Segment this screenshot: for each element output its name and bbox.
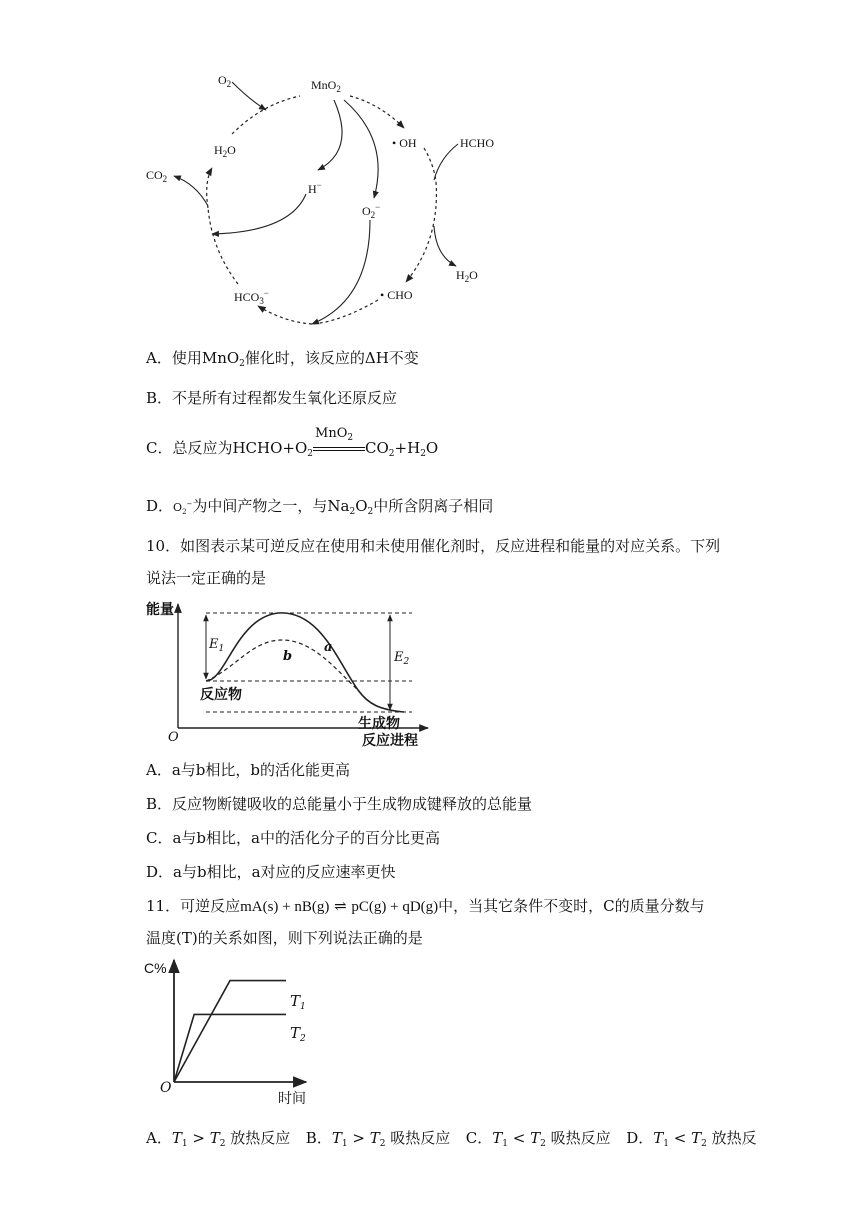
cycle-arc-top-right — [350, 96, 404, 128]
energy-diagram-svg — [0, 592, 860, 752]
q10-option-b[interactable]: B．反应物断键吸收的总能量小于生成物成键释放的总能量 — [146, 795, 533, 813]
cycle-arc-left-upper — [207, 168, 212, 208]
cycle-diagram-svg — [0, 0, 860, 340]
q11-options-row — [146, 1128, 757, 1154]
reversible-arrow-icon: ⇌ — [334, 897, 347, 915]
energy-origin: O — [168, 730, 179, 745]
label-mno2: MnO$_2$ — [311, 78, 341, 94]
e1-label: $E_1$ — [209, 637, 225, 654]
series-t1-label: $T_1$ — [290, 992, 306, 1012]
arrow-co2-out — [174, 176, 208, 206]
arrow-o2-in — [232, 82, 266, 110]
arrow-h-to-left — [212, 194, 306, 234]
q11-option-a[interactable]: A．$T_1 > T_2$ 放热反应 — [146, 1129, 291, 1149]
cycle-arc-right-upper — [424, 148, 436, 182]
q11-option-b[interactable]: B．$T_1 > T_2$ 吸热反应 — [305, 1129, 451, 1149]
q9-option-d[interactable]: D．$O_2^-$为中间产物之一，与$Na_2O_2$中所含阴离子相同 — [146, 497, 494, 517]
arrow-h2o-out — [434, 226, 456, 266]
product-label: 生成物 — [358, 716, 400, 732]
cycle-arc-left-lower — [208, 208, 238, 284]
series-t2-label: $T_2$ — [290, 1024, 306, 1044]
label-co2: $CO_2$ — [146, 168, 168, 184]
label-o2-minus: $O_2^-$ — [362, 202, 381, 220]
cycle-arc-bottom — [312, 300, 378, 324]
label-oh: • OH — [392, 136, 417, 150]
energy-y-label: 能量 — [146, 602, 174, 618]
c-origin: O — [160, 1080, 172, 1096]
q9-option-c[interactable]: C．总反应为$HCHO+O_2$ MnO$_2$ $CO_2+H_2O$ — [146, 426, 439, 459]
label-h-minus: H− — [308, 180, 322, 196]
label-hco3: $HCO_3^-$ — [234, 288, 269, 306]
curve-b — [206, 640, 358, 690]
c-percent-chart-svg — [150, 952, 350, 1092]
q10-stem-line2: 说法一定正确的是 — [146, 569, 267, 587]
c-y-label: C% — [144, 960, 167, 976]
arrow-mno2-to-h — [318, 100, 342, 170]
cycle-arc-top-left — [232, 96, 300, 134]
reactant-label: 反应物 — [200, 687, 242, 703]
q11-stem-line1: 11．可逆反应mA(s) + nB(g) ⇌ pC(g) + qD(g)中，当其它条件不变时，C的质量分数与 — [146, 897, 705, 915]
series-line-t1 — [174, 981, 286, 1082]
q9-option-b[interactable]: B．不是所有过程都发生氧化还原反应 — [146, 389, 398, 407]
cycle-arc-bottom-left — [258, 306, 312, 324]
label-cho: • CHO — [380, 288, 413, 302]
q10-stem-line1: 10．如图表示某可逆反应在使用和未使用催化剂时，反应进程和能量的对应关系。下列 — [146, 537, 721, 555]
arrow-mno2-to-o2minus — [344, 100, 378, 198]
c-x-label: 时间 — [278, 1091, 306, 1107]
label-h2o-right: $H_2O$ — [456, 268, 478, 284]
q10-option-a[interactable]: A．a与b相比，b的活化能更高 — [146, 761, 350, 779]
energy-x-label: 反应进程 — [362, 733, 418, 749]
series-line-t2 — [174, 1014, 286, 1082]
catalyst-equals-sign: MnO$_2$ — [313, 438, 365, 458]
e2-label: $E_2$ — [394, 650, 410, 667]
arrow-hcho-in — [434, 144, 458, 180]
cycle-arc-right-lower — [406, 182, 436, 282]
label-h2o-left: $H_2O$ — [214, 143, 236, 159]
q11-stem-line2: 温度(T)的关系如图，则下列说法正确的是 — [146, 929, 423, 947]
q10-option-c[interactable]: C．a与b相比，a中的活化分子的百分比更高 — [146, 829, 440, 847]
q11-option-c[interactable]: C．$T_1 < T_2$ 吸热反应 — [465, 1129, 611, 1149]
q10-option-d[interactable]: D．a与b相比，a对应的反应速率更快 — [146, 863, 396, 881]
label-hcho: HCHO — [460, 136, 495, 150]
curve-a-label: a — [324, 640, 333, 655]
label-o2: $O_2$ — [218, 73, 232, 89]
q11-option-d[interactable]: D．$T_1 < T_2$ 放热反 — [626, 1129, 757, 1149]
curve-b-label: b — [283, 649, 293, 664]
q9-option-a[interactable]: A．使用MnO$_2$催化时，该反应的ΔH不变 — [146, 349, 419, 369]
